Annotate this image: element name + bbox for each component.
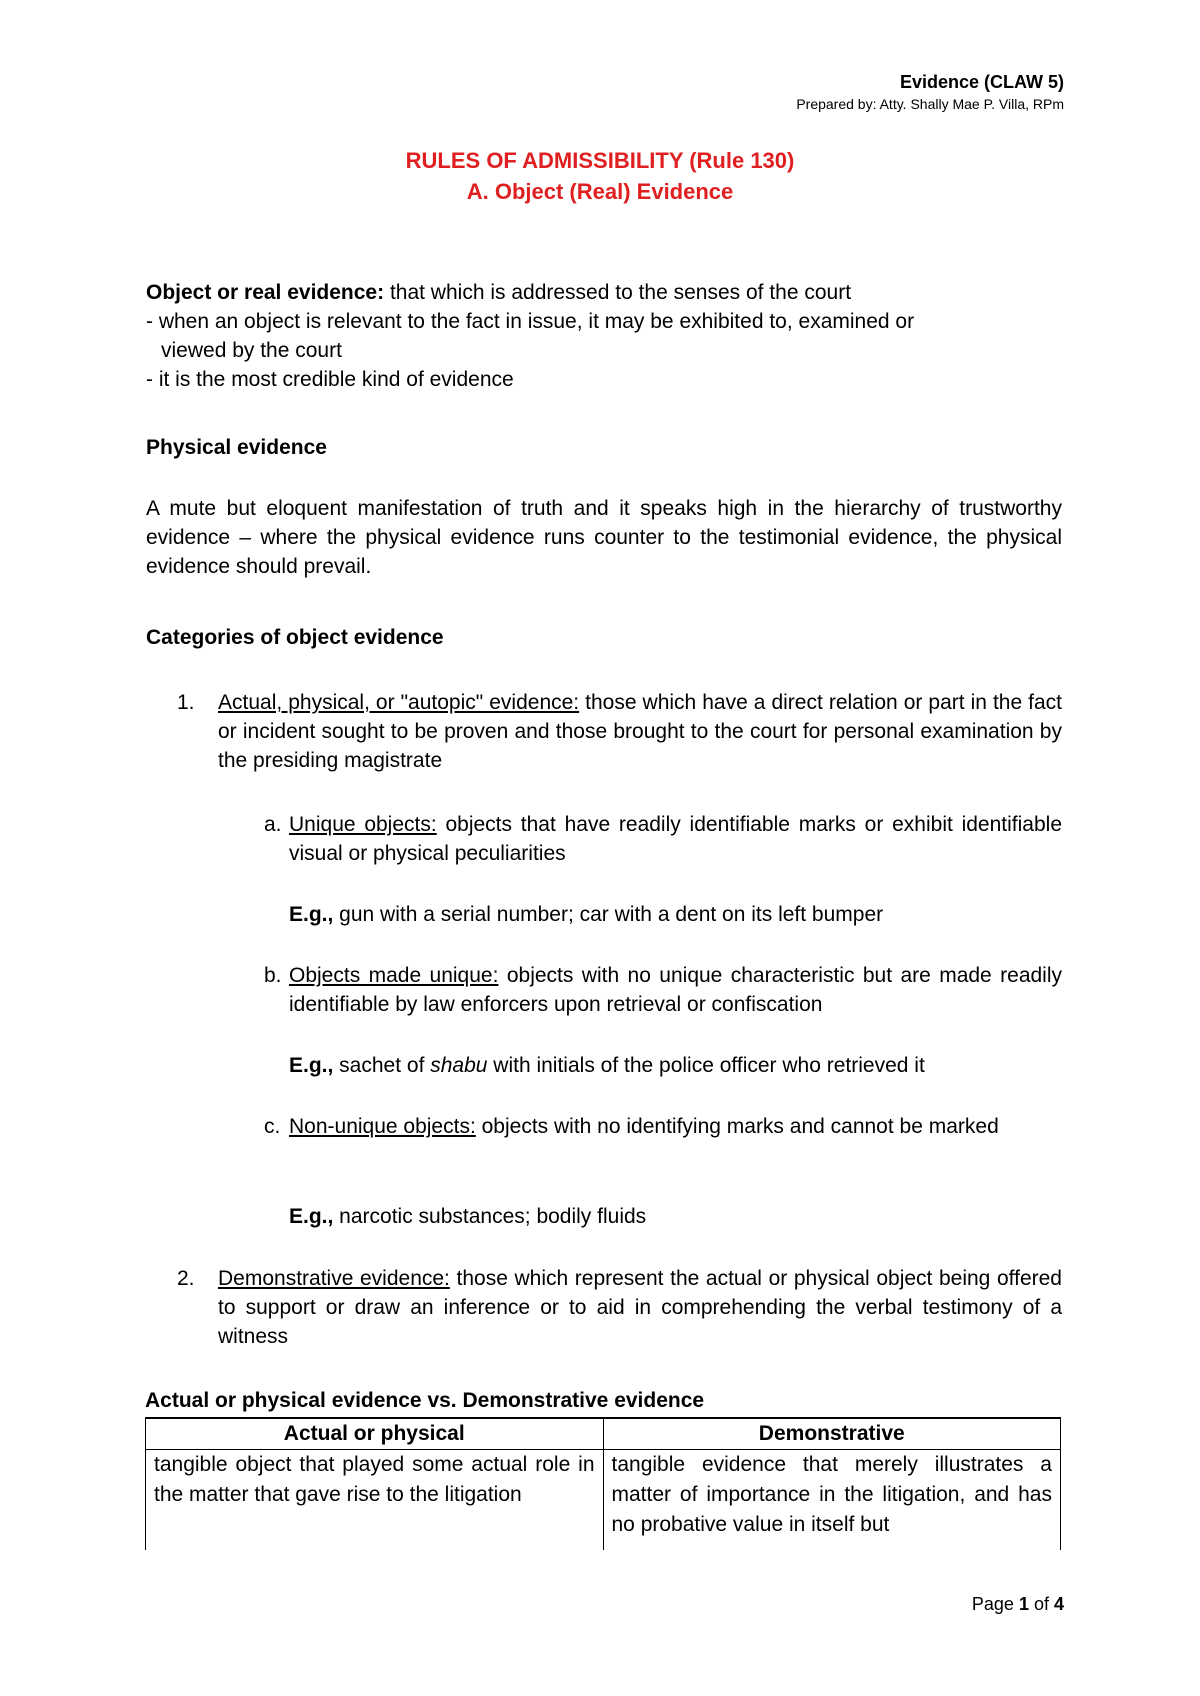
non-unique-objects-text: objects with no identifying marks and cannot be marked [475, 1115, 999, 1138]
object-evidence-term: Object or real evidence: [146, 281, 385, 304]
objects-made-unique-text: objects with no unique characteristic but are made readily identifiable by law enforcers upon retrieval or confiscation [289, 964, 1063, 1016]
actual-evidence-term: Actual, physical, or "autopic" evidence: [218, 691, 580, 714]
physical-evidence-heading: Physical evidence [146, 436, 327, 459]
example-label: E.g., [289, 903, 334, 926]
example-text: gun with a serial number; car with a dent on its left bumper [333, 903, 884, 926]
categories-heading: Categories of object evidence [146, 626, 444, 649]
page-number [972, 1594, 1064, 1615]
header-course: Evidence (CLAW 5) [899, 72, 1064, 92]
example-text-post: with initials of the police officer who retrieved it [487, 1054, 925, 1077]
table-header-row [146, 1418, 1061, 1450]
table-cell-demonstrative: tangible evidence that merely illustrates a matter of importance in the litigation, and has no probative value in itself but [603, 1450, 1061, 1551]
page-total: 4 [1053, 1594, 1064, 1614]
page-title: RULES OF ADMISSIBILITY (Rule 130) [405, 148, 795, 173]
of-label: of [1028, 1594, 1054, 1614]
subcategory-unique-objects [289, 810, 1062, 868]
unique-objects-example [289, 900, 883, 929]
non-unique-objects-example [289, 1202, 646, 1231]
comparison-heading: Actual or physical evidence vs. Demonstrative evidence [145, 1389, 705, 1412]
objects-made-unique-term: Objects made unique: [289, 964, 499, 987]
physical-evidence-paragraph: A mute but eloquent manifestation of truth and it speaks high in the hierarchy of trustworthy evidence – where the physical evidence runs counter to the testimonial evidence, the physical evidence should prevail. [146, 497, 1062, 578]
category-demonstrative-evidence [218, 1264, 1062, 1351]
example-label: E.g., [289, 1205, 334, 1228]
header-prepared-by: Prepared by: Atty. Shally Mae P. Villa, RPm [796, 96, 1064, 112]
sublist-letter-a: a. [264, 813, 282, 836]
example-text-italic: shabu [430, 1054, 488, 1077]
example-label: E.g., [289, 1054, 334, 1077]
category-actual-evidence [218, 688, 1062, 775]
example-text: narcotic substances; bodily fluids [333, 1205, 647, 1228]
list-number-2: 2. [177, 1267, 195, 1290]
subcategory-objects-made-unique [289, 961, 1062, 1019]
comparison-table [145, 1417, 1061, 1550]
subcategory-non-unique-objects [289, 1112, 1062, 1141]
page-label: Page [971, 1594, 1019, 1614]
unique-objects-term: Unique objects: [289, 813, 437, 836]
demonstrative-evidence-term: Demonstrative evidence: [218, 1267, 450, 1290]
page-current: 1 [1018, 1594, 1029, 1614]
table-cell-actual: tangible object that played some actual role in the matter that gave rise to the litigation [146, 1450, 604, 1551]
object-evidence-text: that which is addressed to the senses of the court [384, 281, 852, 304]
example-text-pre: sachet of [333, 1054, 431, 1077]
page-subtitle: A. Object (Real) Evidence [466, 179, 734, 204]
sublist-letter-b: b. [264, 964, 282, 987]
column-header-actual: Actual or physical [146, 1418, 604, 1450]
actual-evidence-text: those which have a direct relation or part in the fact or incident sought to be proven and those brought to the court for personal examination by the presiding magistrate [218, 691, 1062, 772]
list-number-1: 1. [177, 691, 195, 714]
object-evidence-definition [146, 278, 1066, 307]
sublist-letter-c: c. [264, 1115, 281, 1138]
unique-objects-text: objects that have readily identifiable marks or exhibit identifiable visual or physical peculiarities [289, 813, 1062, 865]
object-evidence-bullet-2: - it is the most credible kind of evidence [146, 368, 514, 391]
objects-made-unique-example [289, 1051, 925, 1080]
table-row [146, 1450, 1061, 1551]
demonstrative-evidence-text: those which represent the actual or physical object being offered to support or draw an inference or to aid in comprehending the verbal testimony of a witness [218, 1267, 1062, 1348]
column-header-demonstrative: Demonstrative [603, 1418, 1061, 1450]
object-evidence-bullet-1-cont: viewed by the court [161, 339, 342, 362]
object-evidence-bullet-1: - when an object is relevant to the fact in issue, it may be exhibited to, examined or [146, 310, 915, 333]
non-unique-objects-term: Non-unique objects: [289, 1115, 476, 1138]
